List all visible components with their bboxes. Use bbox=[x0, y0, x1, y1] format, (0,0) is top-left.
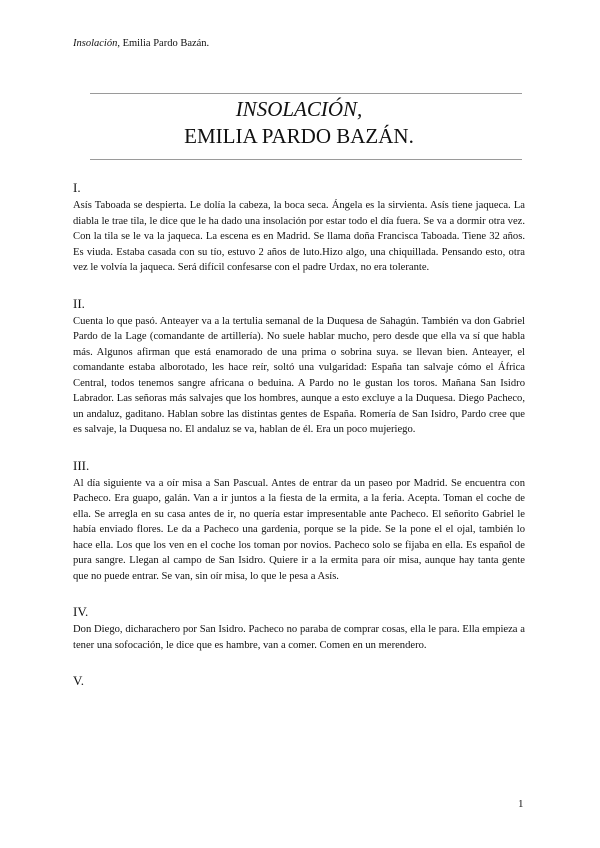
section-paragraph: Asís Taboada se despierta. Le dolía la cabeza, la boca seca. Ángela es la sirvienta. Asís tiene jaqueca. La diabla le trae tila, le dice que le ha dado una insolación por estar todo el día fuera. Se va a dormir otra vez. Con la tila se le va la jaqueca. La escena es en Madrid. Se llama doña Francisca Taboada. Tiene 32 años. Es viuda. Estaba casada con su tío, estuvo 2 años de luto.Hizo algo, una chiquillada. Pensando esto, otra vez le volvía la jaqueca. Será difícil confesarse con el padre Urdax, no era tolerante. bbox=[73, 200, 525, 273]
section-paragraph: Don Diego, dicharachero por San Isidro. Pacheco no paraba de comprar cosas, ella le para. Ella empieza a tener una sofocación, le dice que es hambre, van a comer. Comen en un merendero. bbox=[73, 624, 525, 651]
title-line-2: EMILIA PARDO BAZÁN. bbox=[184, 124, 414, 148]
document-title bbox=[73, 96, 525, 150]
title-rule-top bbox=[90, 93, 522, 94]
section-3 bbox=[73, 458, 525, 585]
section-heading: V. bbox=[73, 673, 84, 688]
running-head-title: Insolación bbox=[73, 38, 118, 49]
section-heading: II. bbox=[73, 295, 85, 311]
document-body bbox=[73, 180, 525, 709]
title-rule-bottom bbox=[90, 159, 522, 160]
section-5 bbox=[73, 673, 525, 689]
running-head-author: , Emilia Pardo Bazán. bbox=[117, 38, 210, 49]
section-heading: I. bbox=[73, 180, 81, 195]
section-paragraph: Al día siguiente va a oír misa a San Pascual. Antes de entrar da un paseo por Madrid. Se encuentra con Pacheco. Era guapo, galán. Van a ir juntos a la fiesta de la ermita, a la feria. Acepta. Toman el coche de ella. Se arregla en su casa antes de ir, no quería estar impresentable ante Pacheco. El señorito Gabriel le había enviado flores. Le da a Pacheco una gardenia, porque se la pide. Se la pone el el ojal, también lo hace ella. Los que los ven en el coche los toman por novios. Pacheco solo se fijaba en ella. Es español de pura sangre. Llegan al campo de San Isidro. Quiere ir a la ermita para oír misa, aunque hay tanta gente que no puede entrar. Se van, sin oír misa, lo que le pesa a Asís. bbox=[73, 477, 525, 582]
running-head bbox=[73, 37, 209, 50]
title-line-1: INSOLACIÓN, bbox=[235, 97, 363, 121]
section-paragraph: Cuenta lo que pasó. Anteayer va a la tertulia semanal de la Duquesa de Sahagún. También va don Gabriel Pardo de la Lage (comandante de artillería). No suele hablar mucho, pero desde que ella va sí que habla más. Algunos afirman que está enamorado de una prima o sobrina suya. se llevan bien. Anteayer, el comandante estaba alborotado, les hace reír, soltó una vulgaridad: España tan salvaje cómo el África Central, todos tenemos sangre africana o beduina. A Pardo no le gustan los toros. Mañana San Isidro Labrador. Las señoras más salvajes que los hombres, aunque a esto excluye a la Duquesa. Diego Pacheco, un andaluz, gaditano. Hablan sobre las distintas gentes de España. Romería de San Isidro, Pardo cree que es salvaje, la Duquesa no. El andaluz se va, hablan de él. Era un poco mujeriego. bbox=[73, 315, 525, 435]
page-number: 1 bbox=[518, 798, 524, 810]
section-heading: IV. bbox=[73, 604, 89, 619]
section-2 bbox=[73, 296, 525, 438]
section-4 bbox=[73, 604, 525, 653]
section-1 bbox=[73, 180, 525, 276]
section-heading: III. bbox=[73, 457, 90, 473]
